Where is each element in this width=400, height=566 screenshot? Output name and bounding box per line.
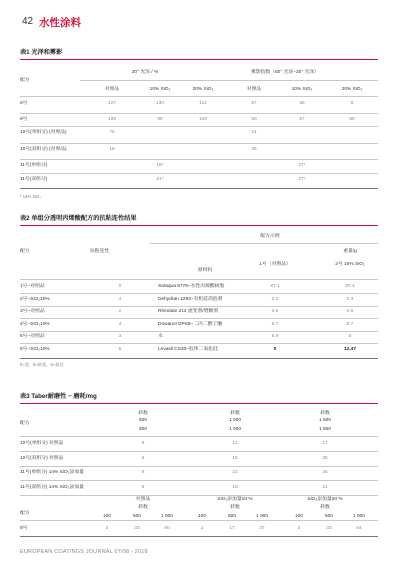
table3-group-formula: 配方 [20, 511, 30, 516]
table3-turns-label: 转数 [230, 411, 240, 416]
table2-footnote: 0=差，5=极优，5=最佳 [20, 362, 64, 367]
table3-sub-turns: 500 [132, 514, 141, 519]
table1-row-rule [20, 143, 378, 144]
table2-material: Dowanol DPnB−二丙二醇丁醚 [158, 321, 223, 327]
table2-score: 2 [118, 309, 122, 314]
table1-subheader: 10% SiO₂ [149, 87, 171, 92]
table2-row-label: 3号−对照品 [20, 309, 45, 314]
table3-cell: 10 [232, 484, 238, 490]
table3-last-row-cell: 64 [356, 526, 362, 531]
table2-no2-value: 12.47 [343, 346, 356, 352]
table3-cell: 17 [322, 441, 328, 446]
table3-sub-turns: 1 000 [255, 514, 268, 519]
table1-subheader: 10% SiO₂ [291, 87, 313, 92]
table2-top-rule [20, 225, 378, 226]
table2-material: Levasil CS30−胶体二氧化硅 [158, 346, 218, 352]
table3-title: 表3 Taber耐磨性 − 磨耗/mg [20, 393, 97, 400]
table1-cell: 129 [198, 117, 207, 122]
table1-row-label: 10号(双组分) (对照品) [20, 147, 67, 152]
table1-header-rule [20, 96, 378, 97]
table2-control-value: 87.1 [270, 284, 280, 289]
table3-col-formula: 配方 [20, 421, 30, 426]
journal-footer: EUROPEAN COATINGS JOURNAL 07/08 - 2018 [20, 549, 148, 555]
table1-bottom-rule [20, 188, 378, 189]
table2-col-mass: 重量/g [343, 249, 357, 254]
table1-row-label: 11号(单组分) [20, 163, 48, 168]
table1-subheader: 20% SiO₂ [192, 87, 214, 92]
table2-col-material: 原材料 [197, 268, 213, 273]
table2-col-formula: 配方 [20, 249, 30, 254]
table3-last-row-cell: 3 [105, 526, 109, 531]
table2-no2-value: 5.7 [346, 321, 354, 327]
table2-score: 4 [118, 296, 122, 302]
page-number: 42 [22, 16, 34, 27]
table2-material: Setaqua 6776−水性丙烯酸树脂 [158, 284, 225, 289]
section-title: 水性涂料 [39, 17, 81, 29]
table3-sub-turns: 100 [197, 514, 206, 519]
table3-group-turns-label: 转数 [138, 505, 148, 510]
table2-material: Rheolate 212 流变剂/增稠剂 [158, 309, 218, 314]
table1-row-label: 11号(双组分) [20, 177, 48, 182]
table2-row-rule [20, 293, 378, 294]
table1-row-rule [20, 113, 378, 114]
table1-cell: 56 [299, 101, 305, 106]
table3-bottom-rule [20, 536, 378, 537]
table3-row-label: 10号(双组分) 对照品 [20, 455, 64, 461]
table3-sub-turns: 100 [102, 514, 111, 519]
table2-col-block: 抗粘连性 [90, 249, 110, 254]
table3-last-row-cell: 37 [259, 526, 265, 531]
table2-col-no2: 2号 10% SiO₂ [335, 262, 365, 267]
table1-row-label: 9号 [20, 117, 28, 122]
table3-row-rule [20, 466, 378, 467]
table3-sub-turns: 100 [294, 514, 303, 519]
table3-row-rule [20, 495, 378, 496]
table2-material: Dehydran 1293−有机硅消泡剂 [158, 296, 223, 302]
table2-no2-value: 0.3 [346, 296, 354, 302]
table3-cell: 8 [141, 455, 145, 461]
table2-score: 0 [118, 284, 122, 289]
table2-bottom-rule [20, 358, 378, 359]
table1-title: 表1 光泽和雾影 [20, 49, 63, 56]
table3-last-row-label: 8号 [20, 526, 28, 531]
table1-subheader: 对照品 [246, 87, 262, 92]
table3-row-label: 10号(单组分) 对照品 [20, 441, 64, 446]
table1-row-rule [20, 173, 378, 174]
table1-cell: 19* [156, 163, 164, 168]
table3-last-row-cell: 2 [200, 526, 204, 531]
table2-row-rule [20, 331, 378, 332]
table2-no2-value: 0 [348, 334, 352, 339]
table2-control-value: 5.6 [271, 334, 279, 339]
table2-row-label: 2号−SiO₂10% [20, 296, 50, 302]
table3-turns-sub: 500 [138, 427, 147, 432]
table3-turns-sub: 1 500 [318, 427, 331, 432]
table3-top-rule [20, 403, 378, 404]
table1-row-label: 6号 [20, 101, 28, 106]
table2-row-rule [20, 306, 378, 307]
table3-cell: 16 [232, 455, 238, 461]
table3-cell: 5 [141, 484, 145, 490]
table2-score: 4 [118, 321, 122, 327]
table3-cell: 21 [232, 470, 238, 475]
table3-last-row-cell: 3 [297, 526, 301, 531]
table2-title: 表2 单组分透明丙烯酸配方的抗粘连性结果 [20, 215, 137, 222]
table2-header-rule [20, 279, 378, 280]
table2-row-label: 1号−对照品 [20, 284, 45, 289]
table3-last-row-cell: 60 [164, 526, 170, 531]
table1-group-gloss: 20° 光泽 / % [131, 70, 159, 75]
table1-row-rule [20, 159, 378, 160]
table2-row-label: 5号−对照品 [20, 334, 45, 339]
table3-row-rule [20, 480, 378, 481]
table3-turns-value: 500 [138, 418, 147, 423]
table3-row-rule [20, 451, 378, 452]
table3-group-label: SiO₂添加量10 % [217, 497, 253, 502]
table1-cell: 99 [157, 117, 163, 122]
table3-cell: 6 [141, 470, 145, 475]
table2-group-rule [150, 243, 378, 244]
table2-group-example: 配方示例 [260, 234, 280, 239]
table2-col-control: 1号（对照品） [259, 262, 291, 267]
table1-cell: 27* [298, 163, 306, 168]
table3-last-row-cell: 17 [229, 526, 235, 531]
table2-row-rule [20, 318, 378, 319]
table1-top-rule [20, 59, 378, 60]
table1-cell: 50 [349, 117, 355, 122]
table2-score: 5 [118, 346, 122, 352]
table3-last-row-cell: 33 [134, 526, 140, 531]
table3-cell: 12 [232, 441, 238, 446]
table3-header-rule [20, 436, 378, 437]
table1-cell: 108 [107, 117, 116, 122]
table2-material: 水 [158, 334, 163, 339]
table2-control-value: 0.6 [271, 309, 279, 314]
table3-turns-value: 1 500 [318, 418, 331, 423]
table2-row-rule [20, 343, 378, 344]
table1-cell: 127 [107, 101, 116, 106]
table1-cell: 8 [350, 101, 354, 106]
table3-turns-label: 转数 [138, 411, 148, 416]
table1-cell: 130 [155, 101, 164, 106]
table3-group-turns-label: 转数 [320, 505, 330, 510]
table3-group-label: SiO₂添加量20 % [307, 497, 343, 502]
table3-row-label: 11号(双组分) 14% SiO₂添加量 [20, 484, 84, 490]
table2-control-value: 0 [273, 346, 277, 352]
table2-no2-value: 87.1 [345, 284, 355, 289]
table1-footnote: * 14% SiO₂ [20, 194, 41, 199]
table3-turns-value: 1 000 [228, 418, 241, 423]
table2-score: 3 [118, 334, 122, 339]
table1-cell: 18 [109, 147, 115, 152]
table1-cell: 60 [251, 117, 257, 122]
table3-turns-sub: 1 000 [228, 427, 241, 432]
table2-control-value: 0.3 [271, 296, 279, 302]
table1-cell: 57 [299, 117, 305, 122]
table2-row-label: 4号−SiO₂10% [20, 321, 50, 327]
table3-cell: 25 [322, 455, 328, 461]
table3-cell: 34 [322, 470, 328, 475]
table1-cell: 75 [109, 130, 115, 135]
table1-row-rule [20, 126, 378, 127]
table1-cell: 112 [199, 101, 207, 106]
table3-subheader-rule [20, 520, 378, 521]
table3-group-turns-label: 转数 [230, 505, 240, 510]
table1-subheader: 对照品 [104, 87, 120, 92]
table3-row-label: 11号(单组分) 14% SiO₂添加量 [20, 470, 84, 475]
table3-last-row-cell: 33 [326, 526, 332, 531]
table1-group-rule [80, 80, 378, 81]
table1-cell: 57 [251, 101, 257, 106]
table2-row-label: 6号−SiO₂10% [20, 346, 50, 352]
table2-no2-value: 0.6 [346, 309, 354, 314]
table3-sub-turns: 500 [324, 514, 333, 519]
table1-cell: 36 [251, 147, 257, 152]
table1-cell: 27* [298, 177, 306, 182]
table2-control-value: 5.7 [271, 321, 279, 327]
table1-subheader: 20% SiO₂ [341, 87, 363, 92]
table3-group-label: 对照品 [135, 497, 151, 502]
table3-sub-turns: 500 [227, 514, 236, 519]
table3-cell: 21 [322, 484, 328, 490]
table1-row-label: 10号(单组分) (对照品) [20, 130, 67, 135]
table1-cell: 21 [251, 130, 257, 135]
table1-cell: 21* [156, 177, 164, 182]
table1-group-haze: 雾影指数（60° 光泽−20° 光泽） [251, 70, 319, 75]
table1-col-formula: 配方 [20, 78, 30, 83]
table3-sub-turns: 1 000 [352, 514, 365, 519]
table3-turns-label: 转数 [320, 411, 330, 416]
table3-cell: 5 [141, 441, 145, 446]
table3-sub-turns: 1 000 [160, 514, 173, 519]
